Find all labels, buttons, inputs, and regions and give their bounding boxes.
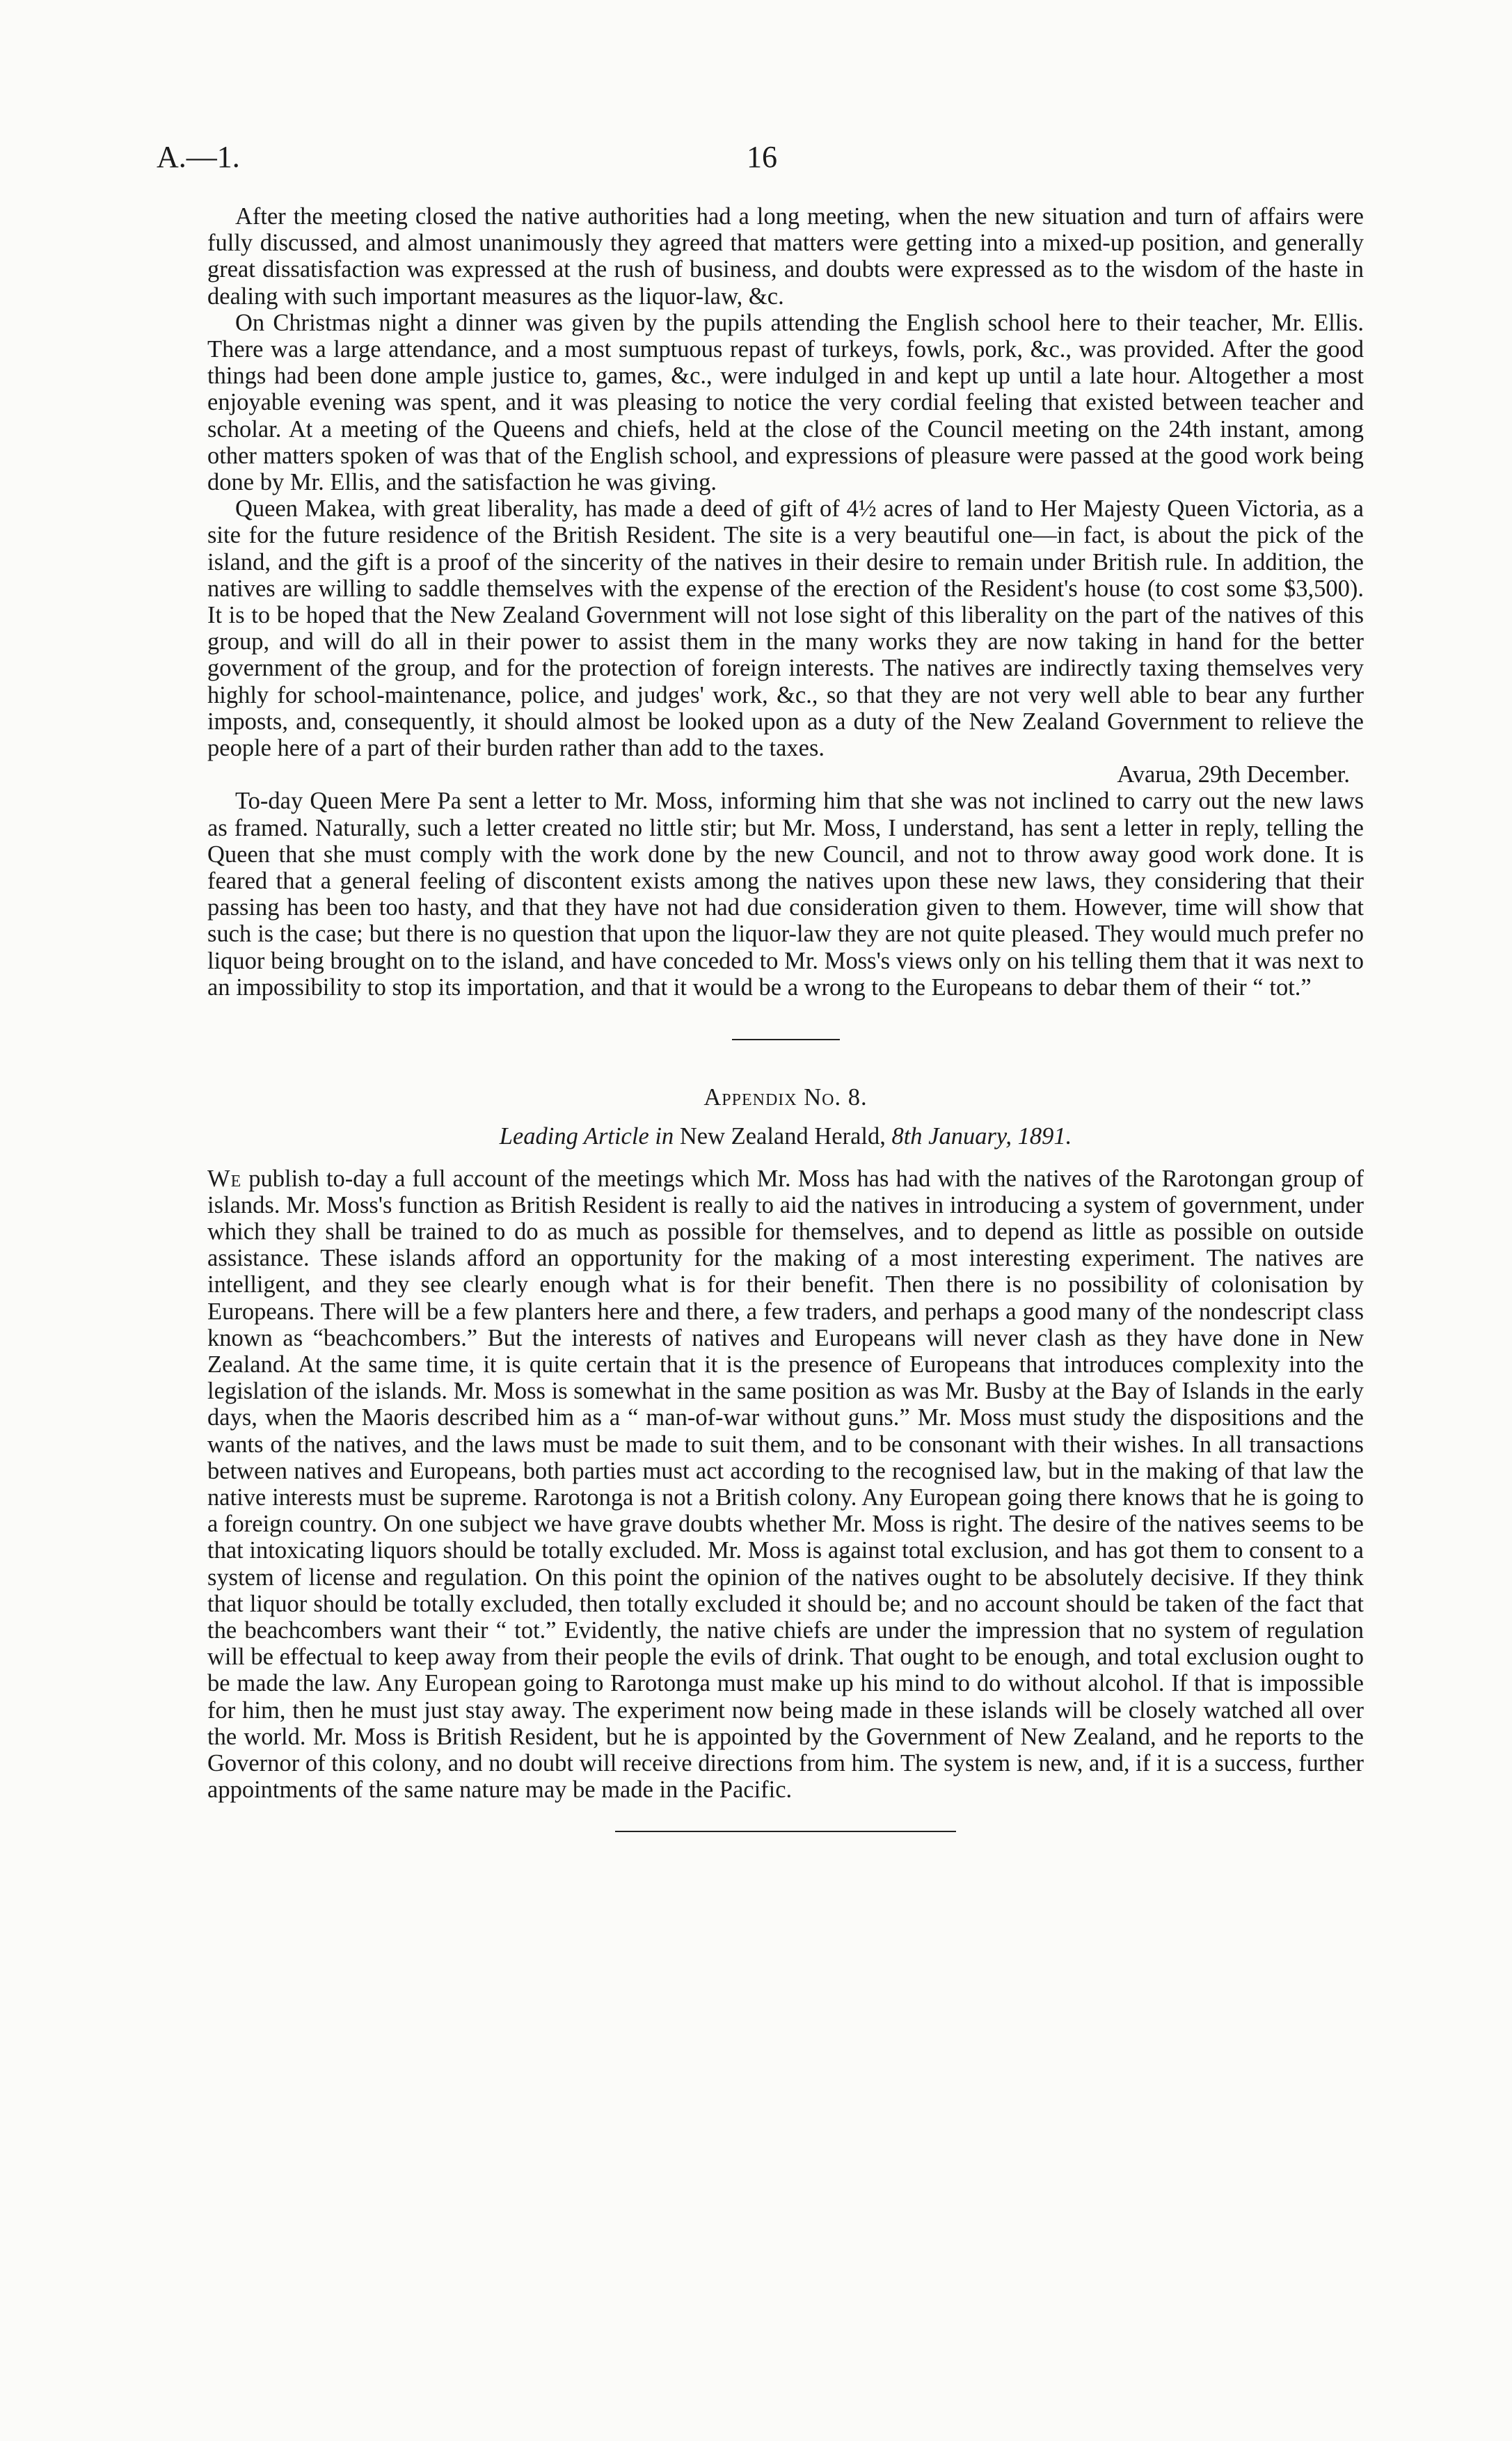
page-body: [207, 203, 1364, 1832]
dateline: Avarua, 29th December.: [1117, 761, 1350, 788]
report-paragraph-3: Queen Makea, with great liberality, has made a deed of gift of 4½ acres of land to Her Majesty Queen Victoria, as a site for the future residence of the British Resident. The site is a very beautiful one—in fact, is about the pick of the island, and the gift is a proof of the sincerity of the natives in their desire to remain under British rule. In addition, the natives are willing to saddle themselves with the expense of the erection of the Resident's house (to cost some $3,500). It is to be hoped that the New Zealand Government will not lose sight of this liberality on the part of the natives of this group, and will do all in their power to assist them in the many works they are now taking in hand for the better government of the group, and for the protection of foreign interests. The natives are indirectly taxing themselves very highly for school-maintenance, police, and judges' work, &c., so that they are not very well able to bear any further imposts, and, consequently, it should almost be looked upon as a duty of the New Zealand Government to relieve the people here of a part of their burden rather than add to the taxes.: [207, 495, 1364, 762]
article-body: [207, 1166, 1364, 1804]
article-title-prefix: Leading Article in: [499, 1123, 674, 1150]
article-title: [207, 1123, 1364, 1150]
article-text: publish to-day a full account of the meetings which Mr. Moss has had with the natives of the Rarotongan group of islands. Mr. Moss's function as British Resident is really to aid the natives in introducing a system of government, under which they shall be trained to do as much as possible for themselves, and to depend as little as possible on outside assistance. These islands afford an opportunity for the making of a most interesting experiment. The natives are intelligent, and they see clearly enough what is for their benefit. Then there is no possibility of colonisation by Europeans. There will be a few planters here and there, a few traders, and perhaps a good many of the nondescript class known as “beachcombers.” But the interests of natives and Europeans will never clash as they have done in New Zealand. At the same time, it is quite certain that it is the presence of Europeans that introduces complexity into the legislation of the islands. Mr. Moss is somewhat in the same position as was Mr. Busby at the Bay of Islands in the early days, when the Maoris described him as a “ man-of-war without guns.” Mr. Moss must study the dispositions and the wants of the natives, and the laws must be made to suit them, and to be consonant with their wishes. In all transactions between natives and Europeans, both parties must act according to the recognised law, but in the making of that law the native interests must be supreme. Rarotonga is not a British colony. Any European going there knows that he is going to a foreign country. On one subject we have grave doubts whether Mr. Moss is right. The desire of the natives seems to be that intoxicating liquors should be totally excluded. Mr. Moss is against total exclusion, and has got them to consent to a system of license and regulation. On this point the opinion of the natives ought to be absolutely decisive. If they think that liquor should be totally excluded, then totally excluded it should be; and no account should be taken of the fact that the beachcombers want their “ tot.” Evidently, the native chiefs are under the impression that no system of regulation will be effectual to keep away from their people the evils of drink. That ought to be enough, and total exclusion ought to be made the law. Any European going to Rarotonga must make up his mind to do without alcohol. If that is impossible for him, then he must just stay away. The experiment now being made in these islands will be closely watched all over the world. Mr. Moss is British Resident, but he is appointed by the Government of New Zealand, and he reports to the Governor of this colony, and no doubt will receive directions from him. The system is new, and, if it is a success, further appointments of the same nature may be made in the Pacific.: [207, 1165, 1364, 1804]
section-divider: [732, 1039, 840, 1040]
article-first-word: We: [207, 1165, 242, 1192]
page-number: 16: [747, 140, 777, 174]
report-paragraph-1: After the meeting closed the native authorities had a long meeting, when the new situation and turn of affairs were fully discussed, and almost unanimously they agreed that matters were getting into a mixed-up position, and generally great dissatisfaction was expressed at the rush of business, and doubts were expressed as to the wisdom of the haste in dealing with such important measures as the liquor-law, &c.: [207, 203, 1364, 310]
report-paragraph-4: To-day Queen Mere Pa sent a letter to Mr. Moss, informing him that she was not inclined to carry out the new laws as framed. Naturally, such a letter created no little stir; but Mr. Moss, I understand, has sent a letter in reply, telling the Queen that she must comply with the work done by the new Council, and not to throw away good work done. It is feared that a general feeling of discontent exists among the natives upon these new laws, they considering that their passing has been too hasty, and that they have not had due consideration given to them. However, time will show that such is the case; but there is no question that upon the liquor-law they are not quite pleased. They would much prefer no liquor being brought on to the island, and have conceded to Mr. Moss's views only on his telling them that it was next to an impossibility to stop its importation, and that it would be a wrong to the Europeans to debar them of their “ tot.”: [207, 788, 1364, 1001]
report-paragraph-2: On Christmas night a dinner was given by the pupils attending the English school here to their teacher, Mr. Ellis. There was a large attendance, and a most sumptuous repast of turkeys, fowls, pork, &c., was provided. After the good things had been done ample justice to, games, &c., were indulged in and kept up until a late hour. Altogether a most enjoyable evening was spent, and it was pleasing to notice the very cordial feeling that existed between teacher and scholar. At a meeting of the Queens and chiefs, held at the close of the Council meeting on the 24th instant, among other matters spoken of was that of the English school, and expressions of pleasure were passed at the good work being done by Mr. Ellis, and the satisfaction he was giving.: [207, 309, 1364, 496]
newspaper-name: New Zealand Herald,: [679, 1123, 886, 1150]
article-date: 8th January, 1891.: [891, 1123, 1072, 1150]
appendix-title: Appendix No. 8.: [703, 1084, 868, 1111]
end-rule: [615, 1831, 956, 1832]
document-reference: A.—1.: [157, 140, 240, 174]
page-header: [157, 139, 1364, 181]
